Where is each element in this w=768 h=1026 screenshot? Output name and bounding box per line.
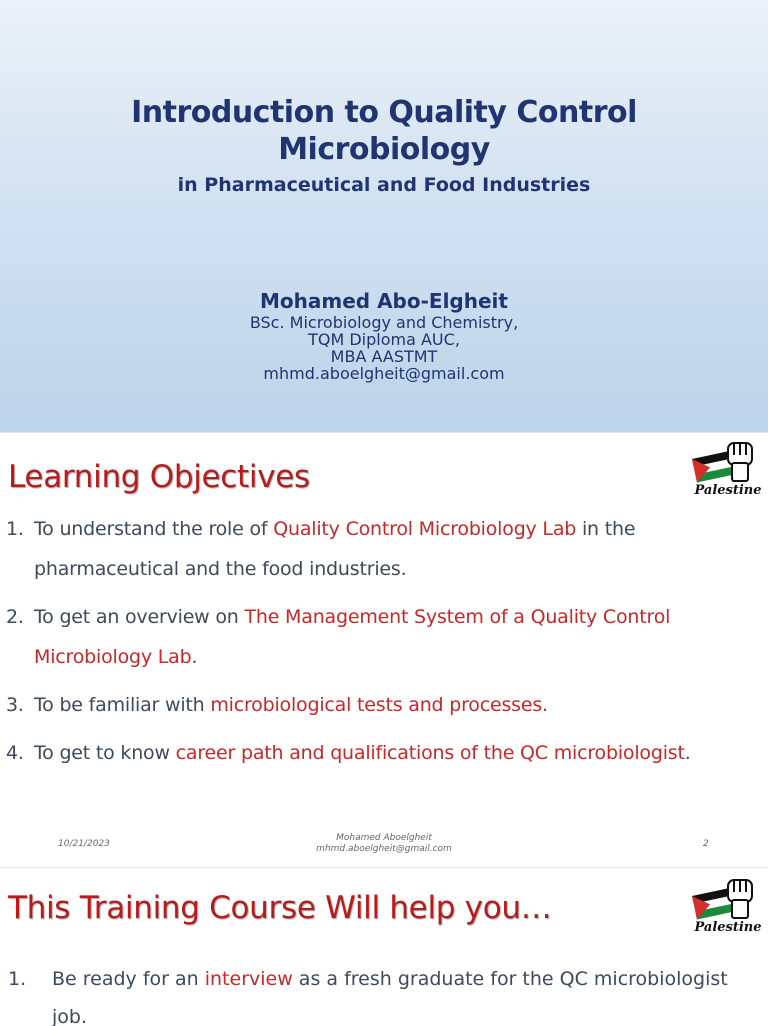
footer-date: 10/21/2023 <box>58 839 110 849</box>
palestine-label: Palestine <box>694 920 762 935</box>
palestine-badge <box>688 439 764 511</box>
presentation-subtitle: in Pharmaceutical and Food Industries <box>177 174 591 196</box>
title-line-1: Introduction to Quality Control <box>131 95 637 130</box>
title-slide <box>0 0 768 432</box>
credential-line: TQM Diploma AUC, <box>308 330 460 349</box>
footer-page-number: 2 <box>703 839 709 849</box>
credential-line: BSc. Microbiology and Chemistry, <box>249 313 519 332</box>
author-name: Mohamed Abo-Elgheit <box>260 289 508 313</box>
author-block <box>0 288 768 382</box>
footer-author: Mohamed Aboelgheit mhmd.aboelgheit@gmail.com <box>316 833 452 854</box>
presentation-title <box>0 94 768 168</box>
list-item: 4. To get to know career path and qualifications of the QC microbiologist. <box>6 742 691 764</box>
learning-objectives-slide <box>0 432 768 867</box>
list-item: 1. Be ready for an interview as a fresh graduate for the QC microbiologist job. <box>8 968 728 1026</box>
slide-heading: This Training Course Will help you… <box>8 890 552 926</box>
palestine-label: Palestine <box>694 483 762 498</box>
training-benefits-list <box>0 960 768 1026</box>
title-line-2: Microbiology <box>278 132 490 167</box>
list-item: 1. To understand the role of Quality Control Microbiology Lab in the pharmaceutical and the food industries. <box>6 518 636 580</box>
list-item: 3. To be familiar with microbiological tests and processes. <box>6 694 548 716</box>
credential-line: MBA AASTMT <box>330 347 438 366</box>
objectives-list <box>6 509 766 781</box>
list-item: 2. To get an overview on The Management System of a Quality Control Microbiology Lab. <box>6 606 671 668</box>
training-course-slide <box>0 867 768 1026</box>
author-email: mhmd.aboelgheit@gmail.com <box>263 364 505 383</box>
slide-heading: Learning Objectives <box>8 459 310 495</box>
palestine-badge <box>688 876 764 948</box>
